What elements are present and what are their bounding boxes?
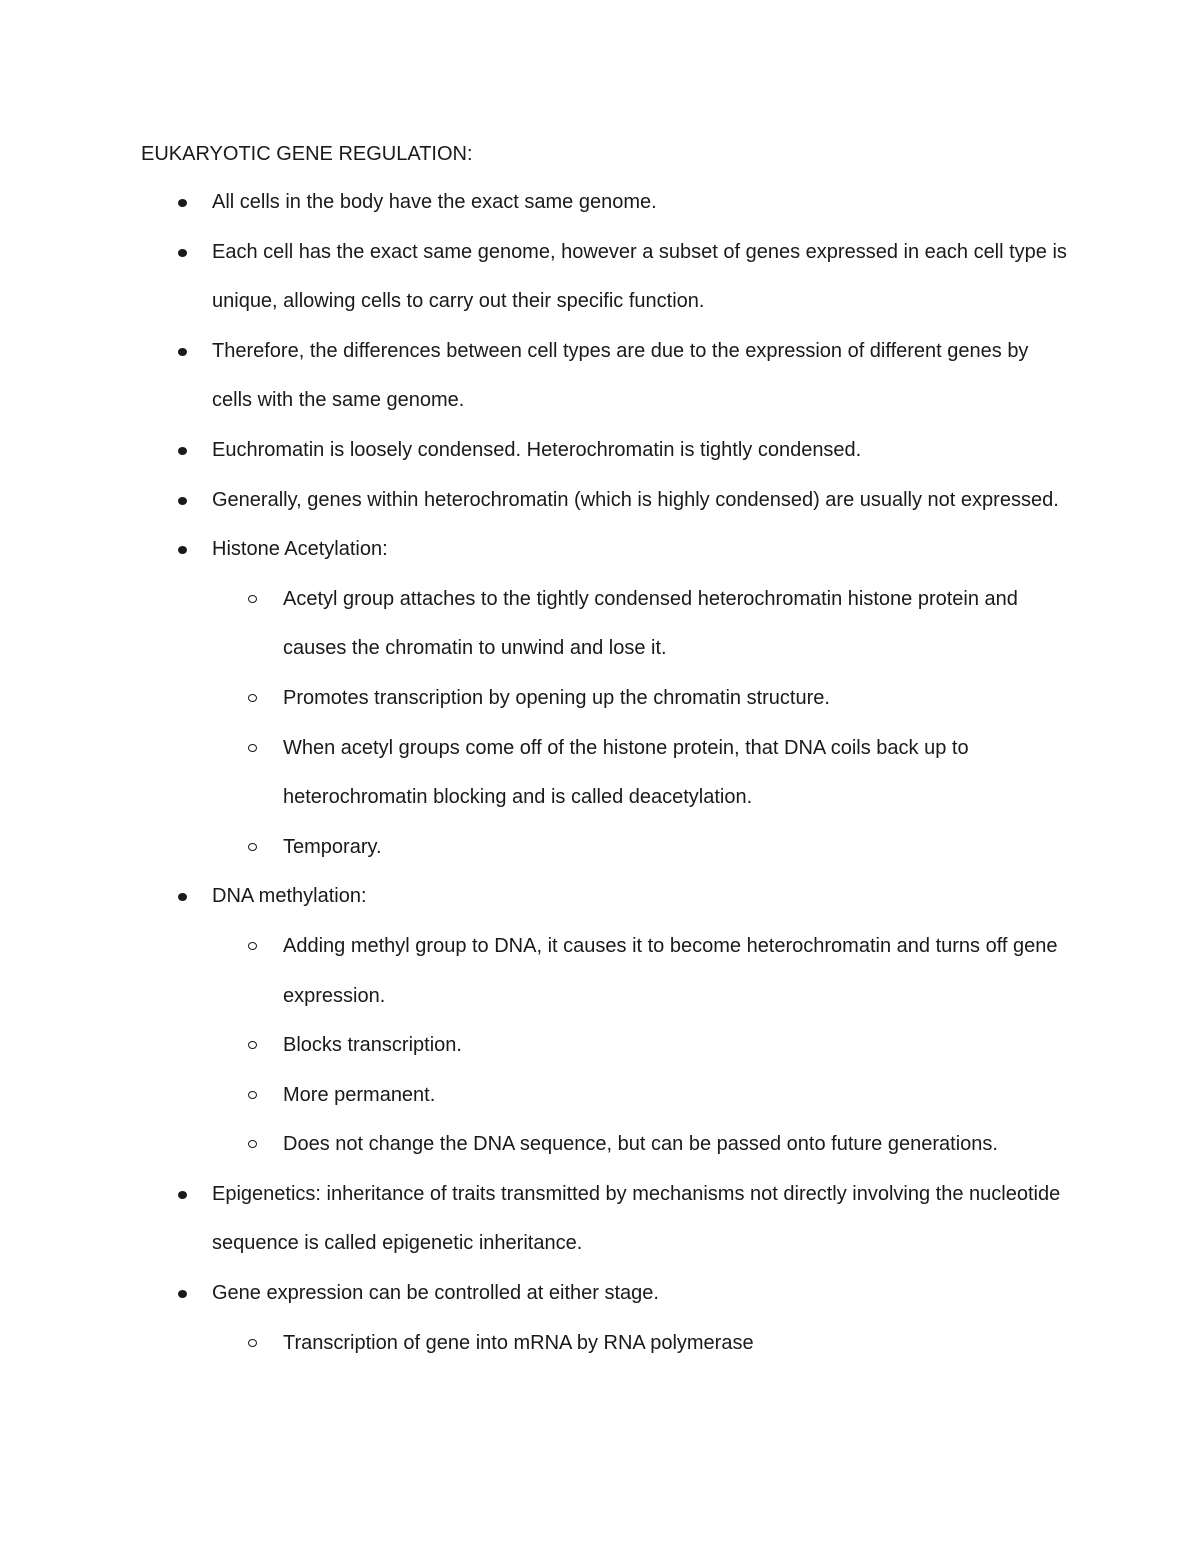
hollow-bullet-icon: [248, 744, 257, 752]
sub-list-item: [0, 674, 1063, 724]
hollow-bullet-icon: [248, 942, 257, 950]
sub-list-item: [0, 1071, 1063, 1121]
filled-bullet-icon: [178, 1290, 187, 1298]
sub-list-item: [0, 1021, 1063, 1071]
list-item-text: DNA methylation:: [212, 885, 367, 908]
hollow-bullet-icon: [248, 694, 257, 702]
filled-bullet-icon: [178, 348, 187, 356]
sub-list-item-text: Transcription of gene into mRNA by RNA polymerase: [283, 1331, 754, 1354]
sub-list-item-text: Blocks transcription.: [283, 1034, 462, 1057]
bullet-list: [0, 178, 1200, 1368]
hollow-bullet-icon: [248, 1041, 257, 1049]
filled-bullet-icon: [178, 199, 187, 207]
list-item: [0, 476, 1072, 526]
sub-list-item-text: When acetyl groups come off of the histone protein, that DNA coils back up to heterochromatin blocking and is called deacetylation.: [283, 736, 969, 809]
sub-list-item-text: Promotes transcription by opening up the chromatin structure.: [283, 686, 830, 709]
sub-list-item: [0, 575, 1063, 674]
sub-list-item-text: Temporary.: [283, 835, 382, 858]
list-item: [0, 426, 1072, 476]
hollow-bullet-icon: [248, 595, 257, 603]
hollow-bullet-icon: [248, 1091, 257, 1099]
list-item: [0, 525, 1072, 872]
sub-bullet-list: [0, 1319, 1072, 1369]
sub-list-item-text: Adding methyl group to DNA, it causes it to become heterochromatin and turns off gene expression.: [283, 934, 1058, 1007]
sub-bullet-list: [0, 922, 1072, 1170]
filled-bullet-icon: [178, 497, 187, 505]
document-title: EUKARYOTIC GENE REGULATION:: [141, 143, 473, 165]
list-item: [0, 1269, 1072, 1368]
list-item-text: Epigenetics: inheritance of traits transmitted by mechanisms not directly involving the nucleotide sequence is called epigenetic inheritance.: [212, 1182, 1061, 1255]
filled-bullet-icon: [178, 249, 187, 257]
list-item: [0, 872, 1072, 1170]
filled-bullet-icon: [178, 546, 187, 554]
list-item-text: Generally, genes within heterochromatin (which is highly condensed) are usually not expressed.: [212, 488, 1059, 511]
sub-bullet-list: [0, 575, 1072, 873]
list-item-text: Therefore, the differences between cell types are due to the expression of different genes by cells with the same genome.: [212, 339, 1029, 412]
hollow-bullet-icon: [248, 1339, 257, 1347]
list-item-text: Euchromatin is loosely condensed. Heterochromatin is tightly condensed.: [212, 438, 862, 461]
hollow-bullet-icon: [248, 843, 257, 851]
sub-list-item-text: Acetyl group attaches to the tightly condensed heterochromatin histone protein and causes the chromatin to unwind and lose it.: [283, 587, 1018, 660]
hollow-bullet-icon: [248, 1140, 257, 1148]
list-item: [0, 228, 1072, 327]
list-item-text: Gene expression can be controlled at either stage.: [212, 1282, 659, 1305]
list-item: [0, 1170, 1072, 1269]
list-item: [0, 327, 1072, 426]
sub-list-item: [0, 1120, 1063, 1170]
filled-bullet-icon: [178, 893, 187, 901]
sub-list-item: [0, 724, 1063, 823]
filled-bullet-icon: [178, 447, 187, 455]
list-item-text: Each cell has the exact same genome, however a subset of genes expressed in each cell type is unique, allowing cells to carry out their specific function.: [212, 240, 1067, 313]
sub-list-item-text: More permanent.: [283, 1083, 436, 1106]
sub-list-item: [0, 823, 1063, 873]
list-item-text: All cells in the body have the exact same genome.: [212, 191, 657, 213]
sub-list-item: [0, 1319, 1063, 1369]
filled-bullet-icon: [178, 1191, 187, 1199]
sub-list-item-text: Does not change the DNA sequence, but can be passed onto future generations.: [283, 1133, 998, 1156]
list-item: [0, 178, 1072, 228]
list-item-text: Histone Acetylation:: [212, 538, 388, 561]
sub-list-item: [0, 922, 1063, 1021]
